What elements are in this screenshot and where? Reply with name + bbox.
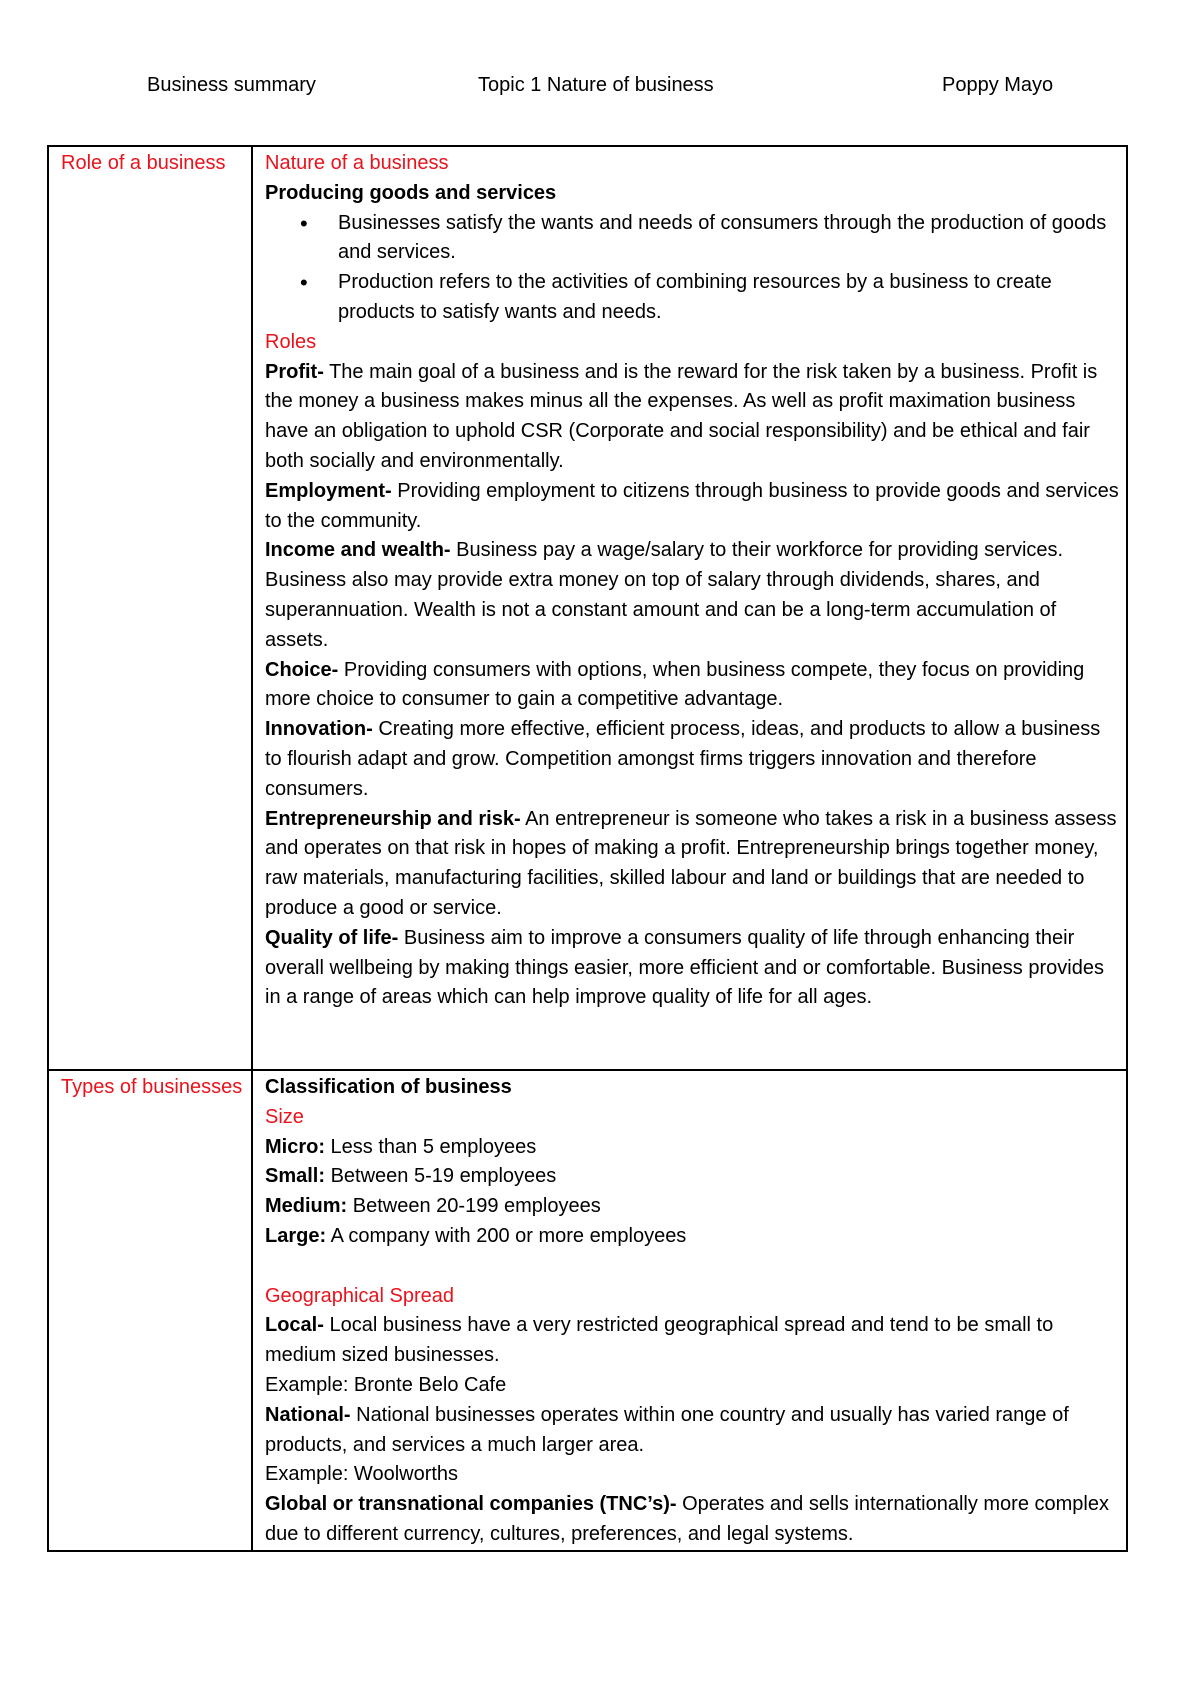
role-term: Innovation-	[265, 718, 373, 741]
size-text: Between 5-19 employees	[325, 1165, 557, 1188]
role-text: Business aim to improve a consumers quality of life through enhancing their overall wellbeing by making things easier, more efficient and or comfortable. Business provides in a range of areas which can help improve quality of life for all ages.	[265, 926, 1104, 1009]
role-income-wealth	[265, 536, 1120, 655]
role-choice	[265, 656, 1120, 716]
row-label-role: Role of a business	[48, 146, 252, 1070]
size-medium	[265, 1192, 1120, 1222]
bullet-list	[265, 209, 1120, 328]
row-label-types: Types of businesses	[48, 1070, 252, 1551]
role-term: Profit-	[265, 360, 324, 383]
size-small	[265, 1162, 1120, 1192]
section-heading-classification: Classification of business	[265, 1076, 512, 1098]
size-text: Between 20-199 employees	[347, 1195, 601, 1218]
geo-national	[265, 1401, 1120, 1461]
role-entrepreneurship	[265, 805, 1120, 924]
size-term: Small:	[265, 1165, 326, 1188]
geo-global	[265, 1490, 1120, 1550]
size-micro	[265, 1133, 1120, 1163]
section-heading-roles: Roles	[265, 330, 317, 353]
role-employment	[265, 477, 1120, 537]
header-author: Poppy Mayo	[942, 74, 1054, 96]
table-row-role	[48, 146, 1127, 1070]
geo-term: Local-	[265, 1314, 324, 1337]
role-term: Employment-	[265, 479, 392, 502]
table-row-types	[48, 1070, 1127, 1551]
section-heading-geo: Geographical Spread	[265, 1284, 455, 1307]
header-topic: Topic 1 Nature of business	[478, 74, 714, 96]
size-text: A company with 200 or more employees	[326, 1224, 687, 1247]
size-term: Medium:	[265, 1195, 348, 1218]
role-profit	[265, 358, 1120, 477]
geo-local-example: Example: Bronte Belo Cafe	[265, 1373, 507, 1396]
subheading-producing: Producing goods and services	[265, 181, 557, 204]
role-text: An entrepreneur is someone who takes a risk in a business assess and operates on that risk in hopes of making a profit. Entrepreneurship brings together money, raw materials, manufacturing facilities, skilled labour and land or buildings that are needed to produce a good or service.	[265, 807, 1117, 919]
row-content-role	[252, 146, 1127, 1070]
role-term: Entrepreneurship and risk-	[265, 807, 521, 830]
section-heading-nature: Nature of a business	[265, 152, 449, 174]
size-term: Micro:	[265, 1135, 325, 1158]
role-text: Providing employment to citizens through business to provide goods and services to the community.	[265, 479, 1119, 532]
size-text: Less than 5 employees	[325, 1135, 537, 1158]
role-text: Business pay a wage/salary to their workforce for providing services. Business also may provide extra money on top of salary through dividends, shares, and superannuation. Wealth is not a constant amount and can be a long-term accumulation of assets.	[265, 539, 1064, 651]
role-term: Quality of life-	[265, 926, 399, 949]
section-heading-size: Size	[265, 1105, 304, 1128]
geo-term: National-	[265, 1403, 351, 1426]
role-innovation	[265, 715, 1120, 804]
geo-text: Operates and sells internationally more complex due to different currency, cultures, preferences, and legal systems.	[265, 1493, 1109, 1545]
header-title: Business summary	[147, 74, 316, 96]
role-term: Income and wealth-	[265, 539, 451, 562]
role-text: Providing consumers with options, when business compete, they focus on providing more choice to consumer to gain a competitive advantage.	[265, 658, 1085, 711]
geo-text: Local business have a very restricted geographical spread and tend to be small to medium sized businesses.	[265, 1314, 1054, 1367]
role-text: Creating more effective, efficient process, ideas, and products to allow a business to flourish adapt and grow. Competition amongst firms triggers innovation and therefore consumers.	[265, 718, 1101, 800]
size-large	[265, 1222, 1120, 1252]
role-text: The main goal of a business and is the reward for the risk taken by a business. Profit is the money a business makes minus all the expenses. As well as profit maximation business have an obligation to uphold CSR (Corporate and social responsibility) and be ethical and fair both socially and environmentally.	[265, 360, 1098, 472]
page-header	[0, 74, 1200, 104]
geo-local	[265, 1311, 1120, 1371]
summary-table	[47, 145, 1128, 1552]
list-item: • Production refers to the activities of combining resources by a business to create products to satisfy wants and needs.	[338, 268, 1120, 328]
size-term: Large:	[265, 1224, 327, 1247]
spacer	[265, 1252, 1120, 1282]
list-item: • Businesses satisfy the wants and needs of consumers through the production of goods and services.	[338, 209, 1120, 269]
row-content-types	[252, 1070, 1127, 1551]
role-quality-of-life	[265, 924, 1120, 1013]
role-term: Choice-	[265, 658, 339, 681]
geo-text: National businesses operates within one country and usually has varied range of products, and services a much larger area.	[265, 1403, 1069, 1456]
geo-term: Global or transnational companies (TNC’s)-	[265, 1493, 677, 1516]
geo-national-example: Example: Woolworths	[265, 1463, 459, 1486]
